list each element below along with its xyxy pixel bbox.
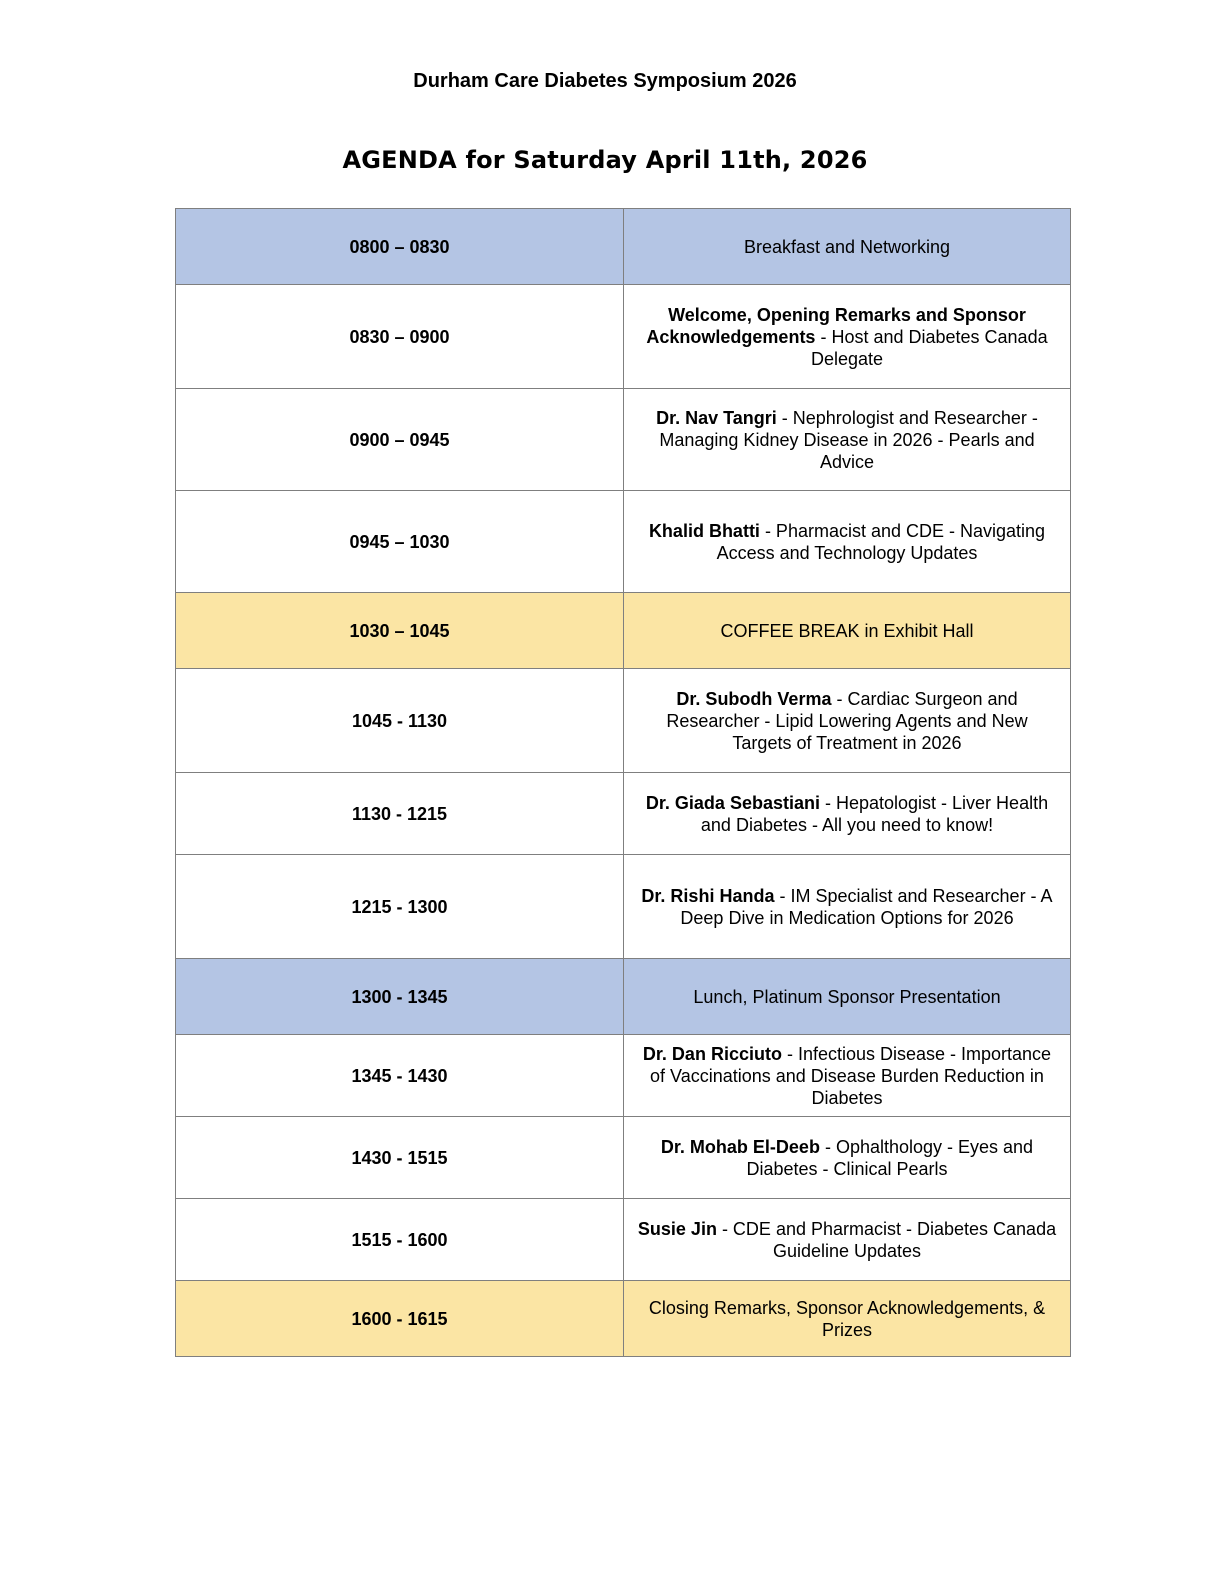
description-cell	[624, 1035, 1071, 1117]
agenda-row	[176, 773, 1071, 855]
session-description: - Infectious Disease - Importance of Vaccinations and Disease Burden Reduction in Diabetes	[650, 1043, 1052, 1108]
description-cell	[624, 285, 1071, 389]
description-cell	[624, 855, 1071, 959]
symposium-header: Durham Care Diabetes Symposium 2026	[413, 70, 797, 92]
session-description: COFFEE BREAK in Exhibit Hall	[720, 620, 974, 641]
session-description: - CDE and Pharmacist - Diabetes Canada Guideline Updates	[716, 1218, 1057, 1261]
session-description: - Cardiac Surgeon and Researcher - Lipid Lowering Agents and New Targets of Treatment in 2026	[666, 688, 1028, 753]
session-description: - Nephrologist and Researcher - Managing Kidney Disease in 2026 - Pearls and Advice	[659, 407, 1038, 472]
session-description: - Pharmacist and CDE - Navigating Access and Technology Updates	[716, 520, 1046, 563]
speaker-name: Dr. Giada Sebastiani	[645, 792, 820, 813]
agenda-table	[175, 208, 1071, 1357]
speaker-name: Khalid Bhatti	[648, 520, 760, 541]
time-cell: 1515 - 1600	[176, 1199, 624, 1281]
speaker-name: Dr. Mohab El-Deeb	[660, 1136, 820, 1157]
time-cell: 1430 - 1515	[176, 1117, 624, 1199]
description-cell	[624, 209, 1071, 285]
speaker-name: Dr. Rishi Handa	[641, 885, 775, 906]
session-description: Lunch, Platinum Sponsor Presentation	[693, 986, 1001, 1007]
time-cell: 1600 - 1615	[176, 1281, 624, 1357]
agenda-row	[176, 1281, 1071, 1357]
time-cell: 0830 – 0900	[176, 285, 624, 389]
description-cell	[624, 593, 1071, 669]
speaker-name: Susie Jin	[637, 1218, 717, 1239]
description-cell	[624, 773, 1071, 855]
agenda-row	[176, 1199, 1071, 1281]
speaker-name: Dr. Dan Ricciuto	[642, 1043, 782, 1064]
agenda-row	[176, 959, 1071, 1035]
agenda-row	[176, 389, 1071, 491]
agenda-row	[176, 669, 1071, 773]
agenda-row	[176, 491, 1071, 593]
session-description: - IM Specialist and Researcher - A Deep Dive in Medication Options for 2026	[680, 885, 1053, 928]
time-cell: 1215 - 1300	[176, 855, 624, 959]
time-cell: 0945 – 1030	[176, 491, 624, 593]
session-description: Closing Remarks, Sponsor Acknowledgements, & Prizes	[648, 1297, 1046, 1340]
description-cell	[624, 669, 1071, 773]
agenda-row	[176, 285, 1071, 389]
description-cell	[624, 491, 1071, 593]
time-cell: 1130 - 1215	[176, 773, 624, 855]
session-description: Breakfast and Networking	[743, 236, 951, 257]
time-cell: 0900 – 0945	[176, 389, 624, 491]
time-cell: 0800 – 0830	[176, 209, 624, 285]
description-cell	[624, 1117, 1071, 1199]
description-cell	[624, 1281, 1071, 1357]
agenda-row	[176, 1117, 1071, 1199]
time-cell: 1345 - 1430	[176, 1035, 624, 1117]
description-cell	[624, 389, 1071, 491]
agenda-title: AGENDA for Saturday April 11th, 2026	[342, 146, 868, 174]
time-cell: 1045 - 1130	[176, 669, 624, 773]
time-cell: 1300 - 1345	[176, 959, 624, 1035]
session-description: - Hepatologist - Liver Health and Diabetes - All you need to know!	[700, 792, 1049, 835]
time-cell: 1030 – 1045	[176, 593, 624, 669]
session-description: - Ophalthology - Eyes and Diabetes - Clinical Pearls	[746, 1136, 1034, 1179]
speaker-name: Dr. Subodh Verma	[676, 688, 832, 709]
agenda-row	[176, 593, 1071, 669]
session-description: - Host and Diabetes Canada Delegate	[810, 326, 1048, 369]
speaker-name: Dr. Nav Tangri	[656, 407, 777, 428]
agenda-row	[176, 1035, 1071, 1117]
description-cell	[624, 959, 1071, 1035]
agenda-row	[176, 855, 1071, 959]
agenda-row	[176, 209, 1071, 285]
description-cell	[624, 1199, 1071, 1281]
speaker-name: Welcome, Opening Remarks and Sponsor Acknowledgements	[646, 304, 1026, 347]
